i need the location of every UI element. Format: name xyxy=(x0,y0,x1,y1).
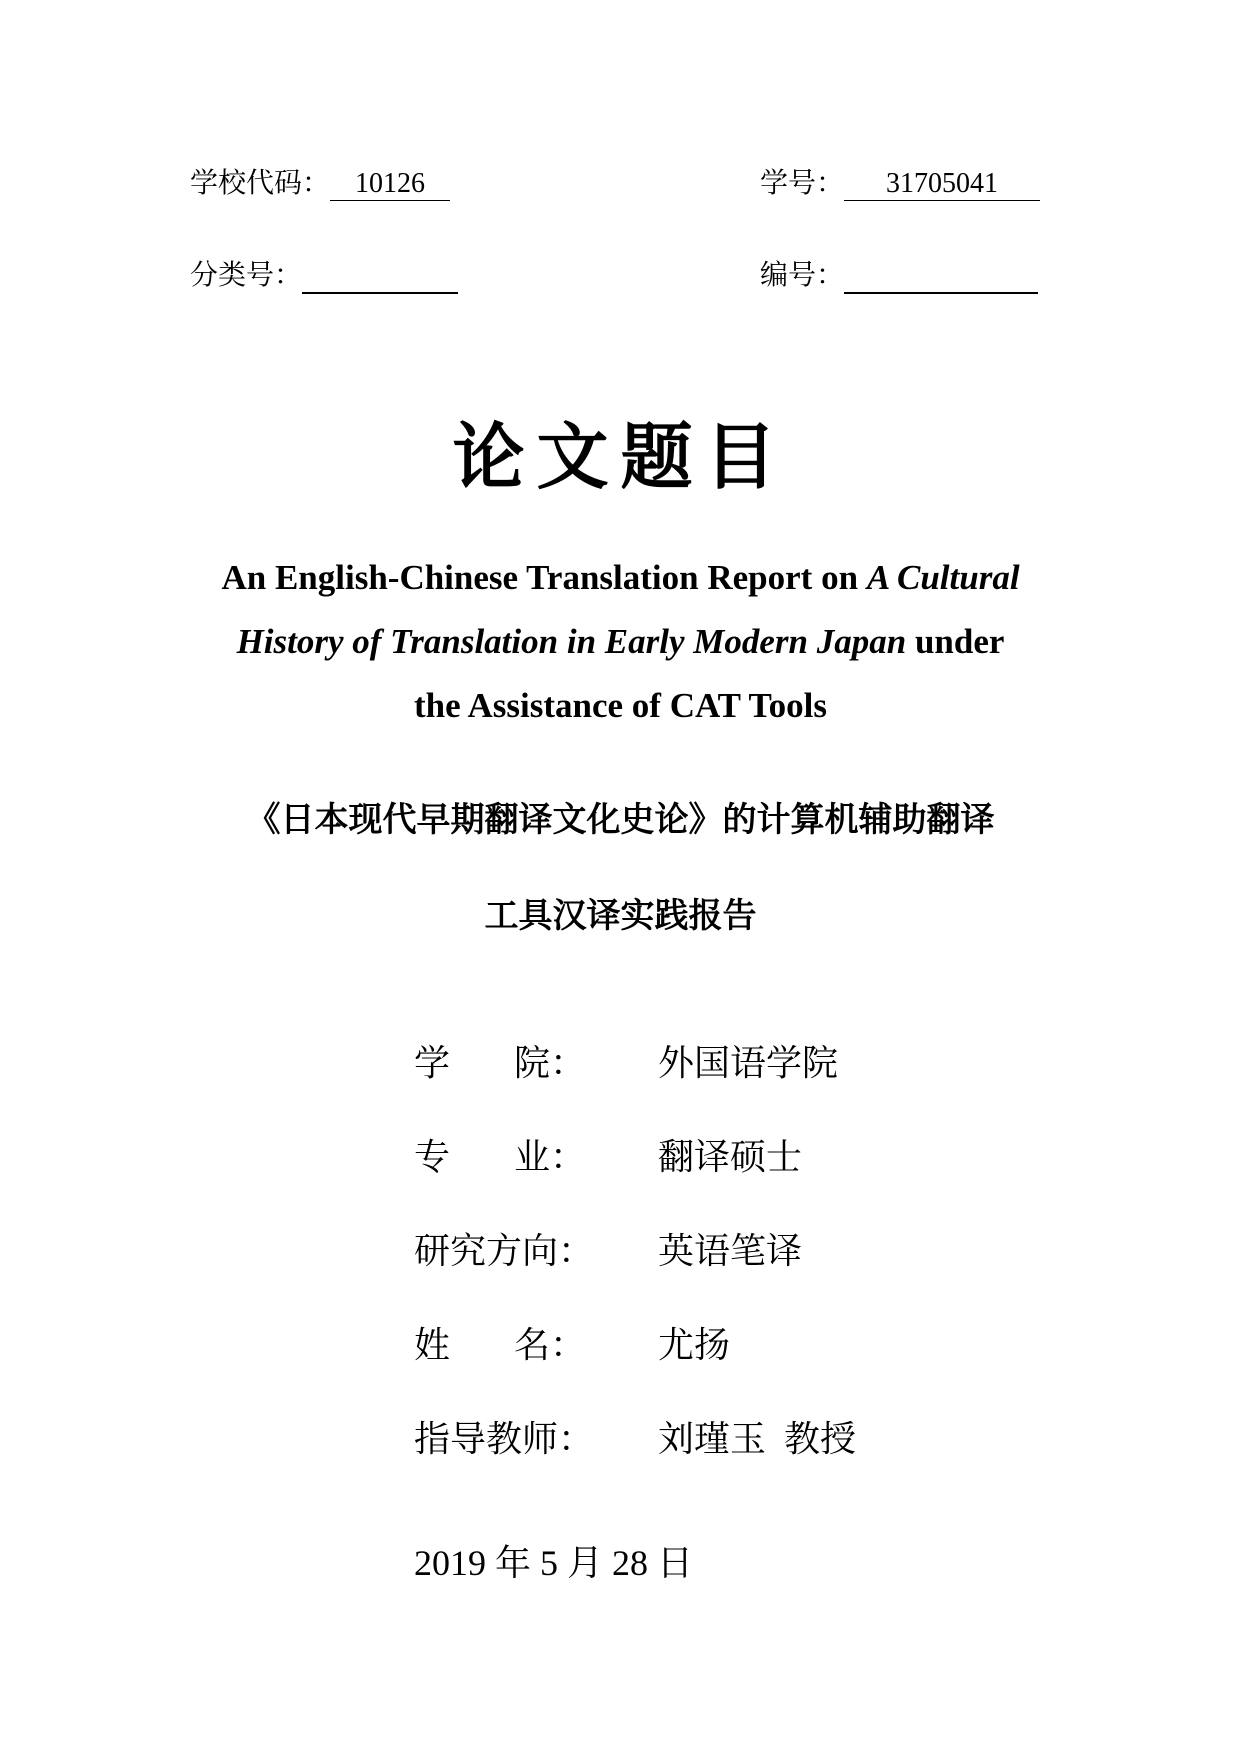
english-title-line-1 xyxy=(160,546,1081,610)
student-id-field xyxy=(760,166,1040,202)
english-title-line-3: the Assistance of CAT Tools xyxy=(414,686,827,725)
submission-date: 2019 年 5 月 28 日 xyxy=(414,1543,694,1583)
chinese-title xyxy=(120,772,1121,964)
info-value-advisor: 刘瑾玉 教授 xyxy=(658,1419,857,1459)
classification-field xyxy=(190,258,458,294)
english-title-line-1-italic: A Cultural xyxy=(866,558,1020,597)
info-value-research-direction: 英语笔译 xyxy=(658,1231,803,1271)
info-label-college-part-1: 学 xyxy=(414,1043,451,1083)
classification-label: 分类号： xyxy=(190,260,303,291)
serial-number-value xyxy=(844,262,1038,294)
serial-number-label: 编号： xyxy=(760,260,845,291)
chinese-title-line-1: 《日本现代早期翻译文化史论》的计算机辅助翻译 xyxy=(246,800,995,840)
classification-value xyxy=(302,262,458,294)
english-title-line-1-plain: An English-Chinese Translation Report on xyxy=(221,558,867,597)
info-label-college xyxy=(414,1040,586,1086)
info-label-major-part-2: 业： xyxy=(513,1137,586,1177)
student-id-label: 学号： xyxy=(760,168,845,199)
school-code-label: 学校代码： xyxy=(190,168,331,199)
info-label-name-part-2: 名： xyxy=(513,1325,586,1365)
info-label-research-direction xyxy=(414,1228,595,1274)
english-title xyxy=(160,546,1081,738)
info-label-research-direction-text: 研究方向： xyxy=(414,1231,595,1271)
info-label-college-part-2: 院： xyxy=(513,1043,586,1083)
serial-number-field xyxy=(760,258,1038,294)
thesis-heading: 论文题目 xyxy=(452,415,789,499)
info-value-name: 尤扬 xyxy=(658,1325,731,1365)
chinese-title-line-2: 工具汉译实践报告 xyxy=(484,896,757,936)
english-title-line-2 xyxy=(160,610,1081,674)
info-label-major-part-1: 专 xyxy=(414,1137,451,1177)
info-label-name-part-1: 姓 xyxy=(414,1325,451,1365)
info-label-advisor xyxy=(414,1416,595,1462)
info-label-advisor-text: 指导教师： xyxy=(414,1419,595,1459)
student-id-value: 31705041 xyxy=(844,168,1040,201)
info-label-major xyxy=(414,1134,586,1180)
english-title-line-2-italic: History of Translation in Early Modern Japan xyxy=(236,622,907,661)
info-value-major: 翻译硕士 xyxy=(658,1137,803,1177)
info-value-college: 外国语学院 xyxy=(658,1043,839,1083)
info-label-name xyxy=(414,1322,586,1368)
english-title-line-2-plain: under xyxy=(906,622,1005,661)
school-code-field xyxy=(190,166,450,202)
school-code-value: 10126 xyxy=(330,168,450,201)
